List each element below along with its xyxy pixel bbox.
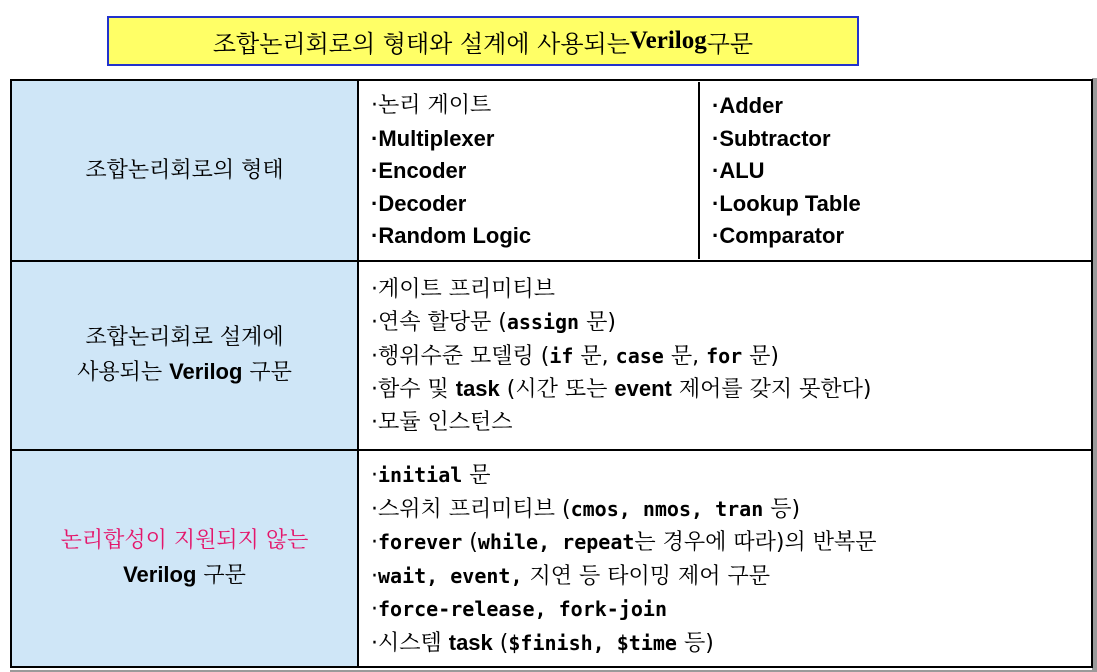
- category-label: 조합논리회로의 형태: [85, 157, 284, 183]
- list-item: ·forever (while, repeat는 경우에 따라)의 반복문: [371, 530, 877, 555]
- forms-subtable: [359, 82, 1091, 259]
- category-cell-non-synthesizable: [11, 450, 358, 667]
- content-cell-combinational-forms: [358, 80, 1092, 261]
- list-item: ·Decoder: [371, 190, 467, 216]
- category-cell-combinational-forms: [11, 80, 358, 261]
- title-prefix: 조합논리회로의 형태와 설계에 사용되는: [212, 29, 630, 58]
- list-item: ·initial 문: [371, 463, 491, 488]
- table-row: [11, 261, 1092, 450]
- table-row: [11, 80, 1092, 261]
- list-item: ·ALU: [712, 158, 765, 184]
- table-row: [11, 450, 1092, 667]
- list-item: ·스위치 프리미티브 (cmos, nmos, tran 등): [371, 496, 801, 522]
- list-item: ·논리 게이트: [371, 93, 492, 119]
- list-item: ·Adder: [712, 93, 783, 119]
- category-label-line2: 사용되는 Verilog 구문: [77, 359, 292, 385]
- list-item: ·force-release, fork-join: [371, 597, 667, 622]
- content-cell-non-synthesizable: [358, 450, 1092, 667]
- category-label-line1: 논리합성이 지원되지 않는: [60, 528, 309, 553]
- list-item: ·Random Logic: [371, 223, 532, 249]
- list-item: ·Encoder: [371, 158, 467, 184]
- list-item: ·함수 및 task (시간 또는 event 제어를 갖지 못한다): [371, 376, 872, 403]
- list-item: ·게이트 프리미티브: [371, 276, 556, 302]
- list-item: ·Multiplexer: [371, 125, 495, 151]
- category-label-line2: Verilog 구문: [123, 562, 246, 588]
- forms-list-right: [700, 82, 1091, 259]
- list-item: ·Lookup Table: [712, 190, 861, 216]
- list-item: ·Comparator: [712, 223, 845, 249]
- title-suffix: 구문: [706, 29, 754, 58]
- category-cell-synthesizable: [11, 261, 358, 450]
- category-label-line1: 조합논리회로 설계에: [85, 325, 284, 350]
- list-item: ·Subtractor: [712, 125, 831, 151]
- content-cell-synthesizable: [358, 261, 1092, 450]
- list-item: ·연속 할당문 (assign 문): [371, 310, 616, 336]
- list-item: ·행위수준 모델링 (if 문, case 문, for 문): [371, 343, 780, 369]
- forms-list-left: [359, 82, 698, 259]
- page-title: [107, 16, 859, 66]
- list-item: ·wait, event, 지연 등 타이밍 제어 구문: [371, 563, 770, 589]
- list-item: ·모듈 인스턴스: [371, 409, 513, 435]
- title-latin: Verilog: [629, 27, 707, 54]
- list-item: ·시스템 task ($finish, $time 등): [371, 629, 714, 656]
- non-synthesizable-list: [359, 451, 1091, 666]
- verilog-construct-table: [10, 79, 1093, 668]
- synthesizable-list: [359, 266, 1091, 446]
